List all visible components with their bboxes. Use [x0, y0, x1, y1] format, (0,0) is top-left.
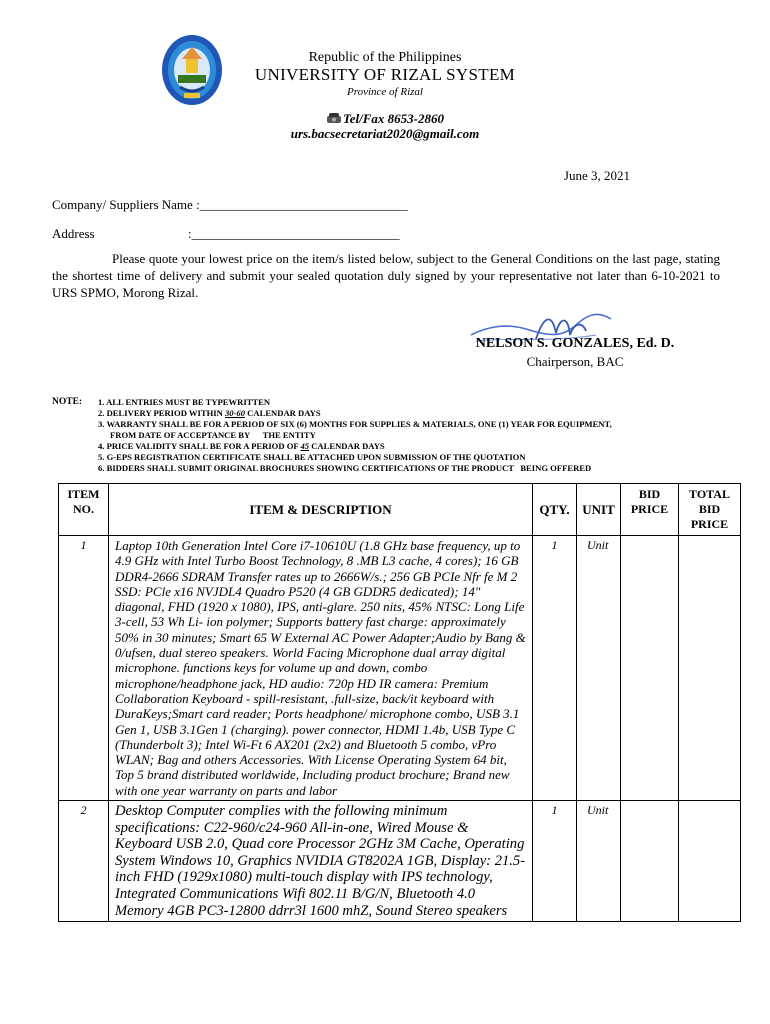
notes-list [98, 397, 738, 474]
note-item: 5. G-EPS REGISTRATION CERTIFICATE SHALL BE ATTACHED UPON SUBMISSION OF THE QUOTATION [98, 452, 526, 462]
item-bid-price[interactable] [621, 536, 679, 801]
document-date: June 3, 2021 [563, 168, 630, 183]
telfax-line [150, 111, 620, 127]
items-table [58, 483, 741, 922]
header-item-no: ITEM NO. [59, 484, 109, 536]
item-unit: Unit [577, 801, 621, 922]
table-header-row [59, 484, 741, 536]
header-unit: UNIT [577, 484, 621, 536]
item-unit: Unit [577, 536, 621, 801]
phone-icon [326, 112, 342, 124]
table-row [59, 536, 741, 801]
address-label: Address [52, 226, 95, 241]
signatory-name: NELSON S. GONZALES, Ed. D. [475, 336, 675, 351]
item-qty: 1 [533, 536, 577, 801]
signatory-role: Chairperson, BAC [526, 354, 624, 369]
header-description: ITEM & DESCRIPTION [109, 484, 533, 536]
university-name: UNIVERSITY OF RIZAL SYSTEM [254, 65, 516, 84]
note-item: 2. DELIVERY PERIOD WITHIN 30-60 CALENDAR DAYS [98, 408, 321, 418]
supplier-name-field [52, 197, 408, 213]
intro-paragraph: Please quote your lowest price on the item/s listed below, subject to the General Conditions on the last page, stating the shortest time of delivery and submit your sealed quotation duly signed by your representative not later than 6-10-2021 to URS SPMO, Morong Rizal. [52, 251, 720, 300]
item-total-bid-price[interactable] [679, 536, 741, 801]
note-label: NOTE: [52, 397, 83, 407]
item-description: Desktop Computer complies with the following minimum specifications: C22-960/c24-960 All-in-one, Wired Mouse & Keyboard USB 2.0, Quad core Processor 2GHz 3M Cache, Operating System Windows 10, Graphics NVIDIA GT8202A 1GB, Display: 21.5-inch FHD (1929x1080) multi-touch display with IPS technology, Integrated Communications Wifi 802.11 B/G/N, Bluetooth 4.0 Memory 4GB PC3-12800 ddrr3l 1600 mhZ, Sound Stereo speakers [109, 801, 533, 922]
supplier-label: Company/ Suppliers Name : [52, 197, 200, 212]
telfax-text: Tel/Fax 8653-2860 [343, 111, 444, 126]
address-blank: :________________________________ [188, 226, 400, 241]
item-number: 1 [59, 536, 109, 801]
note-item: 4. PRICE VALIDITY SHALL BE FOR A PERIOD OF 45 CALENDAR DAYS [98, 441, 385, 451]
note-item: 1. ALL ENTRIES MUST BE TYPEWRITTEN [98, 397, 271, 407]
note-item: 6. BIDDERS SHALL SUBMIT ORIGINAL BROCHURES SHOWING CERTIFICATIONS OF THE PRODUCT BEING OFFERED [98, 463, 592, 473]
table-row [59, 801, 741, 922]
item-qty: 1 [533, 801, 577, 922]
header-bid-price: BID PRICE [621, 484, 679, 536]
supplier-blank: ________________________________ [199, 197, 408, 212]
header-total-bid-price: TOTAL BID PRICE [679, 484, 741, 536]
email-line: urs.bacsecretariat2020@gmail.com [290, 126, 480, 141]
item-bid-price[interactable] [621, 801, 679, 922]
note-item-continuation: FROM DATE OF ACCEPTANCE BY THE ENTITY [110, 430, 316, 440]
province-line: Province of Rizal [347, 86, 423, 98]
item-number: 2 [59, 801, 109, 922]
address-field [52, 226, 400, 242]
republic-heading: Republic of the Philippines [308, 50, 462, 65]
item-description: Laptop 10th Generation Intel Core i7-10610U (1.8 GHz base frequency, up to 4.9 GHz with Intel Turbo Boost Technology, 8 .MB L3 cache, 4 cores); 16 GB DDR4-2666 SDRAM Transfer rates up to 2666W/s.; 256 GB PCIe Nfr fe M 2 SSD: PCle x16 NVJDL4 Quadro P520 (4 GB GDDR5 dedicated); 14" diagonal, FHD (1920 x 1080), IPS, anti-glare. 250 nits, 45% NTSC: Long Life 3-cell, 53 Wh Li- ion polymer; Supports battery fast charge: approximately 50% in 30 minutes; Smart 65 W External AC Power Adapter;Audio by Bang & 0/ufsen, dual stereo speakers. World Facing Microphone dual array digital microphone. functions keys for volume up and down, combo microphone/headphone jack, HD audio: 720p HD IR camera: Premium Collaboration Keyboard - spill-resistant, .full-size, back/it keyboard with DuraKeys;Smart card reader; Ports headphone/ microphone combo, USB 3.1 Gen 1, USB 3.1Gen 1 (charging). power connector, HDMI 1.4b, USB Type C (Thunderbolt 3); Intel Wi-Ft 6 AX201 (2x2) and Bluetooth 5 combo, vPro WLAN; Bag and others Accessories. With License Operating System 64 bit, Top 5 brand distributed worldwide, Including product brochure; Brand new with one year warranty on parts and labor [109, 536, 533, 801]
note-item: 3. WARRANTY SHALL BE FOR A PERIOD OF SIX (6) MONTHS FOR SUPPLIES & MATERIALS, ONE (1) YEAR FOR EQUIPMENT, [98, 419, 612, 429]
header-qty: QTY. [533, 484, 577, 536]
item-total-bid-price[interactable] [679, 801, 741, 922]
